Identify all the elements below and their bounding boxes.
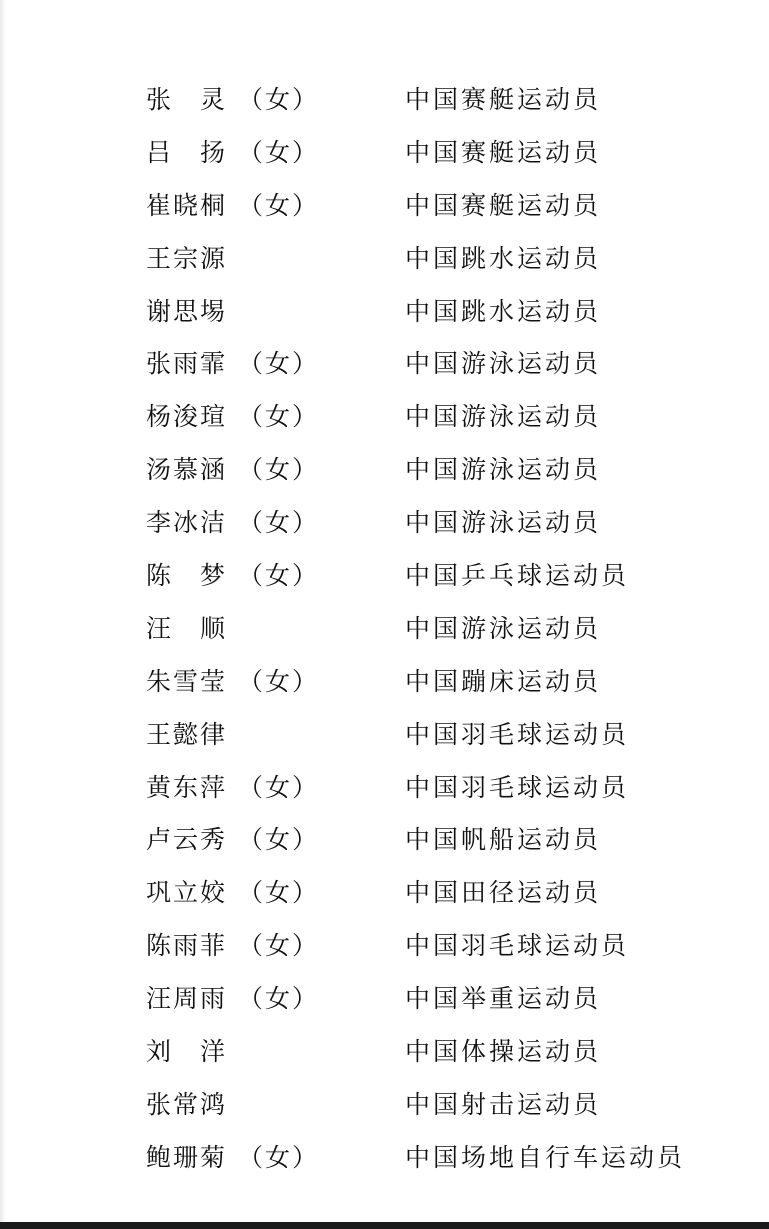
athlete-role: 中国射击运动员 — [405, 1089, 602, 1119]
athlete-role: 中国羽毛球运动员 — [405, 719, 630, 749]
athlete-gender: （女） — [238, 349, 320, 379]
athlete-name: 张雨霏 — [146, 349, 228, 379]
athlete-name: 谢思埸 — [146, 296, 228, 326]
athlete-role: 中国羽毛球运动员 — [405, 772, 630, 802]
athlete-gender: （女） — [238, 85, 320, 114]
list-item — [0, 814, 769, 867]
athlete-gender: （女） — [238, 402, 320, 432]
list-item — [0, 603, 769, 656]
list-item — [0, 1026, 769, 1079]
list-item — [0, 391, 769, 444]
athlete-name: 张 灵 — [146, 85, 228, 114]
athlete-role: 中国举重运动员 — [405, 984, 602, 1014]
list-item — [0, 550, 769, 603]
athlete-gender: （女） — [238, 666, 320, 696]
athlete-role: 中国游泳运动员 — [405, 349, 602, 379]
list-item — [0, 338, 769, 391]
athlete-name: 刘 洋 — [146, 1037, 228, 1067]
athlete-name: 崔晓桐 — [146, 190, 228, 220]
athlete-name: 杨浚瑄 — [146, 402, 228, 432]
athlete-name: 卢云秀 — [146, 825, 228, 855]
athlete-list — [0, 74, 769, 1185]
list-item — [0, 1079, 769, 1132]
athlete-name: 汤慕涵 — [146, 455, 228, 485]
athlete-role: 中国游泳运动员 — [405, 508, 602, 538]
athlete-name: 陈 梦 — [146, 561, 228, 591]
athlete-gender: （女） — [238, 1142, 320, 1172]
list-item — [0, 709, 769, 762]
list-item — [0, 973, 769, 1026]
athlete-role: 中国体操运动员 — [405, 1037, 602, 1067]
athlete-role: 中国赛艇运动员 — [405, 85, 602, 114]
athlete-name: 鲍珊菊 — [146, 1142, 228, 1172]
list-item — [0, 444, 769, 497]
list-item — [0, 867, 769, 920]
athlete-role: 中国游泳运动员 — [405, 455, 602, 485]
athlete-gender: （女） — [238, 561, 320, 591]
athlete-role: 中国游泳运动员 — [405, 402, 602, 432]
athlete-gender: （女） — [238, 825, 320, 855]
list-item — [0, 286, 769, 339]
athlete-name: 朱雪莹 — [146, 666, 228, 696]
athlete-role: 中国场地自行车运动员 — [405, 1142, 686, 1172]
athlete-role: 中国跳水运动员 — [405, 243, 602, 273]
athlete-gender: （女） — [238, 878, 320, 908]
athlete-gender: （女） — [238, 931, 320, 961]
athlete-name: 汪 顺 — [146, 613, 228, 643]
athlete-gender: （女） — [238, 455, 320, 485]
athlete-gender: （女） — [238, 190, 320, 220]
athlete-gender: （女） — [238, 984, 320, 1014]
athlete-gender: （女） — [238, 772, 320, 802]
athlete-name: 黄东萍 — [146, 772, 228, 802]
athlete-name: 李冰洁 — [146, 508, 228, 538]
athlete-name: 王懿律 — [146, 719, 228, 749]
athlete-role: 中国帆船运动员 — [405, 825, 602, 855]
athlete-role: 中国乒乓球运动员 — [405, 561, 630, 591]
athlete-name: 王宗源 — [146, 243, 228, 273]
list-item — [0, 1132, 769, 1185]
athlete-role: 中国赛艇运动员 — [405, 137, 602, 167]
bottom-edge-bar — [0, 1222, 769, 1229]
athlete-role: 中国羽毛球运动员 — [405, 931, 630, 961]
athlete-role: 中国游泳运动员 — [405, 613, 602, 643]
athlete-gender: （女） — [238, 137, 320, 167]
athlete-role: 中国蹦床运动员 — [405, 666, 602, 696]
athlete-role: 中国跳水运动员 — [405, 296, 602, 326]
list-item — [0, 920, 769, 973]
athlete-name: 巩立姣 — [146, 878, 228, 908]
athlete-name: 陈雨菲 — [146, 931, 228, 961]
list-item — [0, 127, 769, 180]
athlete-name: 吕 扬 — [146, 137, 228, 167]
athlete-name: 张常鸿 — [146, 1089, 228, 1119]
athlete-gender: （女） — [238, 508, 320, 538]
list-item — [0, 656, 769, 709]
list-item — [0, 762, 769, 815]
list-item — [0, 233, 769, 286]
list-item — [0, 497, 769, 550]
list-item — [0, 180, 769, 233]
list-item — [0, 74, 769, 127]
athlete-role: 中国田径运动员 — [405, 878, 602, 908]
athlete-role: 中国赛艇运动员 — [405, 190, 602, 220]
athlete-name: 汪周雨 — [146, 984, 228, 1014]
